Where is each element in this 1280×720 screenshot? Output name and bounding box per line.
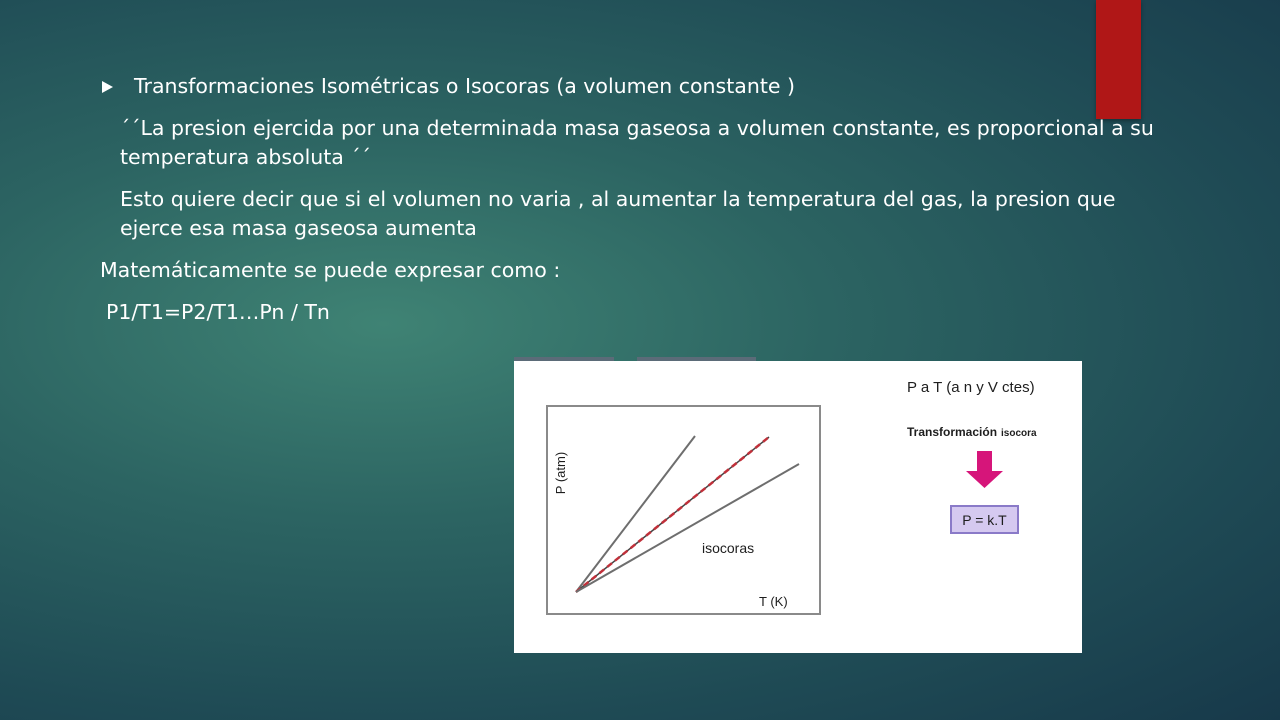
transform-label: Transformación isocora [907,425,1037,439]
explanation-paragraph: Esto quiere decir que si el volumen no varia , al aumentar la temperatura del gas, la presion que ejerce esa masa gaseosa aumenta [120,187,1116,240]
slide-body [100,72,1160,340]
heading-text: Transformaciones Isométricas o Isocoras (a volumen constante ) [134,74,795,98]
equation-text: P = k.T [962,512,1007,528]
isochore-line-shallow [576,464,799,592]
isocoras-label: isocoras [702,540,755,556]
figure-title: P a T (a n y V ctes) [907,379,1035,396]
formula-line: P1/T1=P2/T1…Pn / Tn [106,300,330,324]
quote-paragraph: ´´La presion ejercida por una determinada masa gaseosa a volumen constante, es proporcional a su temperatura absoluta ´´ [120,116,1154,169]
x-axis-label: T (K) [759,594,788,609]
isochoric-graph [514,361,1082,653]
down-arrow-icon [966,451,1003,488]
math-intro-line: Matemáticamente se puede expresar como : [100,258,561,282]
isochoric-diagram [514,361,1082,653]
y-axis-label: P (atm) [553,451,568,495]
isochore-line-steep [576,436,695,592]
heading-line [100,72,1160,101]
triangle-bullet-icon [102,81,113,93]
